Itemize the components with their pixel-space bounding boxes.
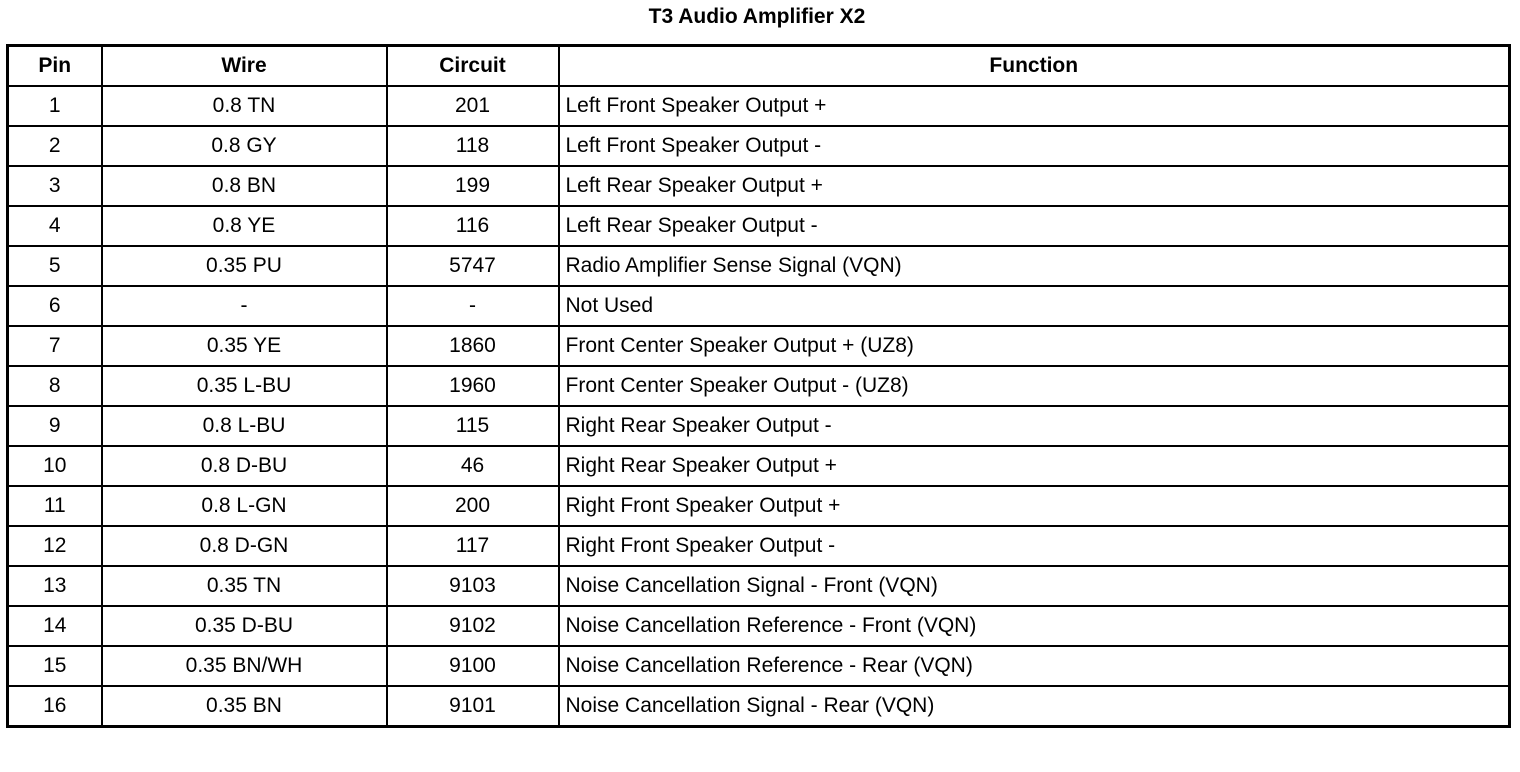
cell-wire: 0.35 D-BU bbox=[102, 606, 387, 646]
table-row bbox=[8, 646, 1510, 686]
cell-wire: 0.8 YE bbox=[102, 206, 387, 246]
cell-pin: 14 bbox=[8, 606, 102, 646]
cell-function: Left Rear Speaker Output - bbox=[559, 206, 1510, 246]
cell-circuit: 201 bbox=[387, 86, 559, 126]
cell-function: Right Front Speaker Output - bbox=[559, 526, 1510, 566]
cell-pin: 13 bbox=[8, 566, 102, 606]
cell-wire: 0.8 BN bbox=[102, 166, 387, 206]
cell-function: Right Front Speaker Output + bbox=[559, 486, 1510, 526]
cell-function: Right Rear Speaker Output - bbox=[559, 406, 1510, 446]
cell-pin: 4 bbox=[8, 206, 102, 246]
cell-circuit: 9103 bbox=[387, 566, 559, 606]
cell-circuit: 1860 bbox=[387, 326, 559, 366]
cell-circuit: 199 bbox=[387, 166, 559, 206]
header-circuit: Circuit bbox=[387, 46, 559, 87]
cell-pin: 1 bbox=[8, 86, 102, 126]
cell-wire: 0.35 L-BU bbox=[102, 366, 387, 406]
cell-wire: 0.8 GY bbox=[102, 126, 387, 166]
cell-function: Not Used bbox=[559, 286, 1510, 326]
table-row bbox=[8, 606, 1510, 646]
cell-circuit: 117 bbox=[387, 526, 559, 566]
cell-wire: - bbox=[102, 286, 387, 326]
header-pin: Pin bbox=[8, 46, 102, 87]
table-row bbox=[8, 486, 1510, 526]
cell-circuit: 46 bbox=[387, 446, 559, 486]
table-row bbox=[8, 326, 1510, 366]
cell-wire: 0.8 D-BU bbox=[102, 446, 387, 486]
table-row bbox=[8, 366, 1510, 406]
cell-pin: 6 bbox=[8, 286, 102, 326]
cell-circuit: 116 bbox=[387, 206, 559, 246]
pinout-table bbox=[6, 44, 1511, 728]
cell-function: Noise Cancellation Reference - Front (VQN) bbox=[559, 606, 1510, 646]
cell-wire: 0.8 TN bbox=[102, 86, 387, 126]
cell-function: Noise Cancellation Signal - Rear (VQN) bbox=[559, 686, 1510, 727]
cell-function: Front Center Speaker Output + (UZ8) bbox=[559, 326, 1510, 366]
cell-wire: 0.35 BN/WH bbox=[102, 646, 387, 686]
cell-function: Left Front Speaker Output + bbox=[559, 86, 1510, 126]
cell-function: Radio Amplifier Sense Signal (VQN) bbox=[559, 246, 1510, 286]
cell-circuit: 200 bbox=[387, 486, 559, 526]
cell-circuit: 118 bbox=[387, 126, 559, 166]
cell-wire: 0.35 TN bbox=[102, 566, 387, 606]
cell-function: Left Rear Speaker Output + bbox=[559, 166, 1510, 206]
cell-wire: 0.8 L-BU bbox=[102, 406, 387, 446]
cell-circuit: - bbox=[387, 286, 559, 326]
cell-pin: 11 bbox=[8, 486, 102, 526]
cell-pin: 9 bbox=[8, 406, 102, 446]
cell-circuit: 115 bbox=[387, 406, 559, 446]
cell-pin: 7 bbox=[8, 326, 102, 366]
cell-pin: 12 bbox=[8, 526, 102, 566]
cell-wire: 0.8 D-GN bbox=[102, 526, 387, 566]
table-row bbox=[8, 526, 1510, 566]
header-function: Function bbox=[559, 46, 1510, 87]
cell-pin: 16 bbox=[8, 686, 102, 727]
cell-pin: 8 bbox=[8, 366, 102, 406]
cell-wire: 0.35 PU bbox=[102, 246, 387, 286]
cell-function: Front Center Speaker Output - (UZ8) bbox=[559, 366, 1510, 406]
cell-circuit: 9100 bbox=[387, 646, 559, 686]
table-row bbox=[8, 246, 1510, 286]
cell-pin: 5 bbox=[8, 246, 102, 286]
table-row bbox=[8, 86, 1510, 126]
header-wire: Wire bbox=[102, 46, 387, 87]
table-body bbox=[8, 86, 1510, 727]
cell-wire: 0.35 YE bbox=[102, 326, 387, 366]
table-header bbox=[8, 46, 1510, 87]
table-row bbox=[8, 126, 1510, 166]
document-title: T3 Audio Amplifier X2 bbox=[648, 5, 866, 28]
cell-circuit: 9101 bbox=[387, 686, 559, 727]
cell-circuit: 5747 bbox=[387, 246, 559, 286]
cell-wire: 0.35 BN bbox=[102, 686, 387, 727]
table-row bbox=[8, 286, 1510, 326]
cell-pin: 3 bbox=[8, 166, 102, 206]
cell-function: Noise Cancellation Signal - Front (VQN) bbox=[559, 566, 1510, 606]
header-row bbox=[8, 46, 1510, 87]
cell-function: Left Front Speaker Output - bbox=[559, 126, 1510, 166]
cell-function: Noise Cancellation Reference - Rear (VQN) bbox=[559, 646, 1510, 686]
cell-circuit: 1960 bbox=[387, 366, 559, 406]
table-row bbox=[8, 206, 1510, 246]
table-row bbox=[8, 446, 1510, 486]
cell-circuit: 9102 bbox=[387, 606, 559, 646]
cell-pin: 10 bbox=[8, 446, 102, 486]
table-row bbox=[8, 406, 1510, 446]
table-row bbox=[8, 166, 1510, 206]
table-row bbox=[8, 566, 1510, 606]
cell-pin: 2 bbox=[8, 126, 102, 166]
cell-pin: 15 bbox=[8, 646, 102, 686]
cell-wire: 0.8 L-GN bbox=[102, 486, 387, 526]
cell-function: Right Rear Speaker Output + bbox=[559, 446, 1510, 486]
table-row bbox=[8, 686, 1510, 727]
